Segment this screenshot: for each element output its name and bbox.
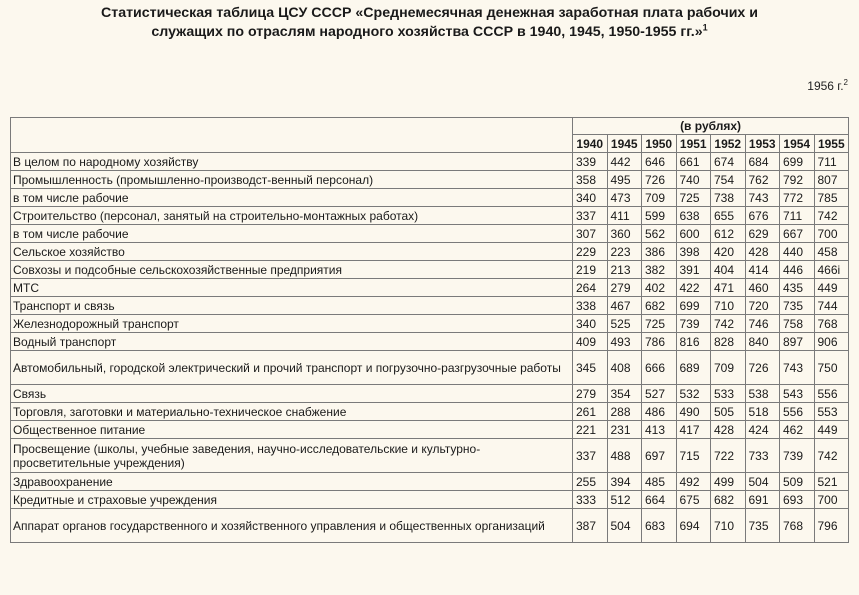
salary-value-1954: 556 [780,403,815,421]
salary-value-1950: 725 [642,315,677,333]
salary-value-1955: 521 [814,473,849,491]
table-row [11,315,849,333]
year-header-1940: 1940 [573,135,608,153]
salary-value-1952: 505 [711,403,746,421]
salary-value-1954: 768 [780,509,815,543]
sector-name: Водный транспорт [11,333,573,351]
salary-value-1953: 676 [745,207,780,225]
salary-value-1954: 440 [780,243,815,261]
title-line-2-text: служащих по отраслям народного хозяйства СССР в 1940, 1945, 1950-1955 гг.» [151,24,703,40]
table-row [11,243,849,261]
salary-value-1952: 828 [711,333,746,351]
year-header-1952: 1952 [711,135,746,153]
salary-value-1945: 512 [607,491,642,509]
salary-value-1955: 744 [814,297,849,315]
salary-value-1950: 485 [642,473,677,491]
sector-name: в том числе рабочие [11,225,573,243]
table-row [11,509,849,543]
salary-value-1945: 223 [607,243,642,261]
sector-name: Транспорт и связь [11,297,573,315]
salary-value-1952: 655 [711,207,746,225]
sector-name: Промышленность (промышленно-производст-венный персонал) [11,171,573,189]
salary-value-1951: 661 [676,153,711,171]
salary-value-1945: 493 [607,333,642,351]
salary-value-1945: 360 [607,225,642,243]
sector-name: Автомобильный, городской электрический и прочий транспорт и погрузочно-разгрузочные работы [11,351,573,385]
salary-value-1955: 466i [814,261,849,279]
sector-name: Торговля, заготовки и материально-техническое снабжение [11,403,573,421]
salary-value-1945: 504 [607,509,642,543]
salary-value-1955: 742 [814,207,849,225]
salary-value-1951: 725 [676,189,711,207]
salary-value-1953: 460 [745,279,780,297]
table-row [11,189,849,207]
year-header-1955: 1955 [814,135,849,153]
salary-value-1954: 897 [780,333,815,351]
table-row [11,421,849,439]
salary-value-1955: 700 [814,491,849,509]
salary-value-1954: 446 [780,261,815,279]
salary-value-1945: 525 [607,315,642,333]
sector-name: Сельское хозяйство [11,243,573,261]
salary-value-1954: 711 [780,207,815,225]
salary-value-1945: 394 [607,473,642,491]
table-header [11,118,849,153]
salary-value-1954: 509 [780,473,815,491]
salary-value-1950: 726 [642,171,677,189]
table-row [11,403,849,421]
salary-value-1952: 471 [711,279,746,297]
salary-value-1953: 746 [745,315,780,333]
table-row [11,385,849,403]
salary-value-1945: 288 [607,403,642,421]
salary-value-1954: 435 [780,279,815,297]
salary-value-1940: 279 [573,385,608,403]
year-footnote-marker: 2 [843,78,848,87]
salary-value-1950: 382 [642,261,677,279]
salary-value-1945: 231 [607,421,642,439]
table-row [11,491,849,509]
salary-value-1940: 219 [573,261,608,279]
salary-value-1954: 699 [780,153,815,171]
salary-value-1953: 424 [745,421,780,439]
salary-value-1954: 758 [780,315,815,333]
salary-value-1952: 682 [711,491,746,509]
salary-value-1940: 345 [573,351,608,385]
salary-value-1940: 307 [573,225,608,243]
table-row [11,207,849,225]
salary-value-1954: 462 [780,421,815,439]
sector-name: Строительство (персонал, занятый на строительно-монтажных работах) [11,207,573,225]
salary-value-1953: 720 [745,297,780,315]
salary-value-1953: 691 [745,491,780,509]
table-row [11,279,849,297]
table-row [11,333,849,351]
salary-value-1940: 261 [573,403,608,421]
document-year-text: 1956 г. [807,79,844,93]
salary-value-1953: 743 [745,189,780,207]
salary-value-1940: 339 [573,153,608,171]
salary-value-1940: 387 [573,509,608,543]
salary-value-1950: 386 [642,243,677,261]
salary-table [10,117,849,543]
salary-value-1950: 786 [642,333,677,351]
salary-value-1954: 667 [780,225,815,243]
salary-value-1950: 666 [642,351,677,385]
salary-value-1955: 742 [814,439,849,473]
salary-value-1950: 709 [642,189,677,207]
units-header: (в рублях) [573,118,849,135]
salary-value-1952: 674 [711,153,746,171]
salary-value-1955: 449 [814,279,849,297]
salary-value-1955: 785 [814,189,849,207]
salary-value-1951: 638 [676,207,711,225]
salary-value-1940: 255 [573,473,608,491]
salary-value-1953: 726 [745,351,780,385]
salary-value-1950: 486 [642,403,677,421]
table-row [11,153,849,171]
salary-value-1951: 422 [676,279,711,297]
salary-value-1954: 743 [780,351,815,385]
table-row [11,439,849,473]
sector-name: Аппарат органов государственного и хозяйственного управления и общественных организаций [11,509,573,543]
salary-value-1951: 532 [676,385,711,403]
salary-value-1940: 338 [573,297,608,315]
salary-value-1955: 711 [814,153,849,171]
salary-value-1953: 538 [745,385,780,403]
sector-name: Железнодорожный транспорт [11,315,573,333]
salary-value-1940: 264 [573,279,608,297]
salary-value-1953: 414 [745,261,780,279]
salary-value-1950: 682 [642,297,677,315]
document-title [0,4,859,42]
salary-value-1945: 442 [607,153,642,171]
salary-value-1940: 337 [573,207,608,225]
salary-value-1954: 735 [780,297,815,315]
sector-name: Общественное питание [11,421,573,439]
salary-value-1950: 413 [642,421,677,439]
salary-value-1953: 733 [745,439,780,473]
salary-value-1950: 599 [642,207,677,225]
salary-value-1950: 562 [642,225,677,243]
salary-value-1954: 772 [780,189,815,207]
sector-header-cell [11,118,573,153]
salary-value-1940: 409 [573,333,608,351]
document-year [807,78,848,93]
salary-value-1954: 543 [780,385,815,403]
salary-value-1951: 675 [676,491,711,509]
salary-value-1955: 750 [814,351,849,385]
salary-value-1950: 402 [642,279,677,297]
sector-name: Кредитные и страховые учреждения [11,491,573,509]
table-row [11,261,849,279]
salary-value-1952: 722 [711,439,746,473]
salary-value-1951: 694 [676,509,711,543]
salary-value-1940: 337 [573,439,608,473]
salary-value-1945: 411 [607,207,642,225]
salary-value-1940: 340 [573,315,608,333]
salary-value-1954: 792 [780,171,815,189]
sector-name: Связь [11,385,573,403]
salary-value-1940: 333 [573,491,608,509]
salary-value-1945: 354 [607,385,642,403]
table-row [11,473,849,491]
salary-value-1945: 473 [607,189,642,207]
year-header-1954: 1954 [780,135,815,153]
salary-value-1950: 697 [642,439,677,473]
table-row [11,351,849,385]
salary-value-1955: 553 [814,403,849,421]
salary-value-1950: 683 [642,509,677,543]
title-line-1: Статистическая таблица ЦСУ СССР «Среднемесячная денежная заработная плата рабочих и [101,5,758,21]
salary-value-1951: 739 [676,315,711,333]
salary-value-1954: 693 [780,491,815,509]
salary-value-1953: 629 [745,225,780,243]
salary-value-1952: 709 [711,351,746,385]
salary-value-1951: 715 [676,439,711,473]
salary-value-1953: 684 [745,153,780,171]
salary-value-1955: 906 [814,333,849,351]
salary-value-1953: 840 [745,333,780,351]
salary-value-1952: 742 [711,315,746,333]
salary-value-1952: 710 [711,297,746,315]
salary-value-1952: 738 [711,189,746,207]
salary-value-1951: 740 [676,171,711,189]
sector-name: в том числе рабочие [11,189,573,207]
salary-value-1952: 710 [711,509,746,543]
salary-value-1953: 762 [745,171,780,189]
salary-value-1952: 612 [711,225,746,243]
salary-value-1952: 420 [711,243,746,261]
salary-value-1952: 533 [711,385,746,403]
salary-value-1940: 221 [573,421,608,439]
salary-value-1950: 527 [642,385,677,403]
salary-value-1953: 735 [745,509,780,543]
salary-value-1950: 664 [642,491,677,509]
salary-value-1951: 490 [676,403,711,421]
salary-value-1952: 404 [711,261,746,279]
salary-value-1951: 816 [676,333,711,351]
sector-name: МТС [11,279,573,297]
salary-value-1951: 391 [676,261,711,279]
sector-name: Совхозы и подсобные сельскохозяйственные предприятия [11,261,573,279]
salary-value-1951: 699 [676,297,711,315]
sector-name: Просвещение (школы, учебные заведения, научно-исследовательские и культурно-просветительные учреждения) [11,439,573,473]
salary-value-1940: 340 [573,189,608,207]
salary-value-1953: 428 [745,243,780,261]
salary-value-1951: 417 [676,421,711,439]
salary-value-1955: 556 [814,385,849,403]
salary-value-1945: 467 [607,297,642,315]
salary-value-1940: 229 [573,243,608,261]
title-footnote-marker: 1 [702,22,708,33]
salary-value-1951: 600 [676,225,711,243]
title-line-2 [0,23,859,42]
salary-value-1952: 499 [711,473,746,491]
salary-value-1950: 646 [642,153,677,171]
salary-value-1954: 739 [780,439,815,473]
salary-value-1940: 358 [573,171,608,189]
salary-value-1953: 504 [745,473,780,491]
salary-value-1951: 398 [676,243,711,261]
salary-value-1951: 689 [676,351,711,385]
salary-value-1955: 768 [814,315,849,333]
sector-name: В целом по народному хозяйству [11,153,573,171]
table-row [11,225,849,243]
salary-value-1955: 796 [814,509,849,543]
salary-value-1952: 754 [711,171,746,189]
salary-value-1955: 700 [814,225,849,243]
salary-value-1952: 428 [711,421,746,439]
salary-value-1955: 458 [814,243,849,261]
salary-value-1945: 488 [607,439,642,473]
salary-value-1951: 492 [676,473,711,491]
table-body [11,153,849,543]
salary-value-1945: 408 [607,351,642,385]
salary-value-1945: 495 [607,171,642,189]
salary-value-1945: 279 [607,279,642,297]
salary-value-1953: 518 [745,403,780,421]
year-header-1953: 1953 [745,135,780,153]
units-header-row [11,118,849,135]
salary-value-1955: 807 [814,171,849,189]
table-row [11,171,849,189]
salary-value-1945: 213 [607,261,642,279]
sector-name: Здравоохранение [11,473,573,491]
table-row [11,297,849,315]
year-header-1951: 1951 [676,135,711,153]
year-header-1950: 1950 [642,135,677,153]
salary-value-1955: 449 [814,421,849,439]
year-header-1945: 1945 [607,135,642,153]
